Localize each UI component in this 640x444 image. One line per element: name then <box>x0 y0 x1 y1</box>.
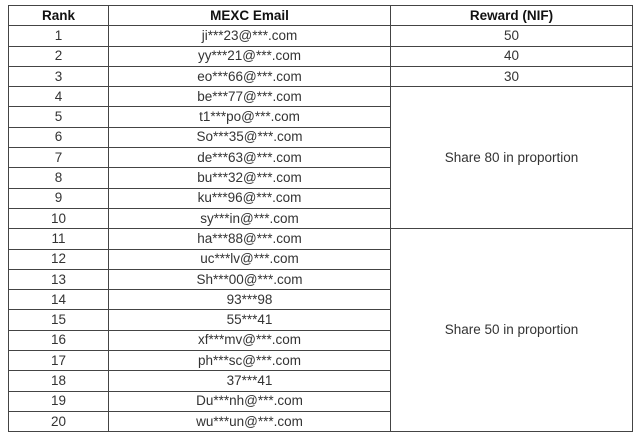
reward-table-container <box>8 5 632 432</box>
rank-cell: 8 <box>9 168 109 188</box>
email-cell: So***35@***.com <box>109 127 391 147</box>
table-row <box>9 26 633 46</box>
reward-cell: 30 <box>391 66 633 86</box>
rank-cell: 10 <box>9 208 109 228</box>
email-cell: de***63@***.com <box>109 148 391 168</box>
rank-cell: 7 <box>9 148 109 168</box>
email-cell: xf***mv@***.com <box>109 330 391 350</box>
rank-cell: 20 <box>9 411 109 431</box>
email-cell: 55***41 <box>109 310 391 330</box>
rank-cell: 12 <box>9 249 109 269</box>
rank-cell: 18 <box>9 371 109 391</box>
rank-cell: 3 <box>9 66 109 86</box>
rank-cell: 16 <box>9 330 109 350</box>
email-cell: be***77@***.com <box>109 87 391 107</box>
rank-cell: 17 <box>9 351 109 371</box>
rank-cell: 13 <box>9 269 109 289</box>
email-cell: Du***nh@***.com <box>109 391 391 411</box>
email-cell: ph***sc@***.com <box>109 351 391 371</box>
email-header: MEXC Email <box>109 6 391 26</box>
reward-table <box>8 5 633 432</box>
email-cell: ha***88@***.com <box>109 229 391 249</box>
rank-cell: 14 <box>9 290 109 310</box>
rank-cell: 9 <box>9 188 109 208</box>
rank-cell: 15 <box>9 310 109 330</box>
table-row <box>9 229 633 249</box>
email-cell: ku***96@***.com <box>109 188 391 208</box>
reward-cell: 40 <box>391 46 633 66</box>
rank-cell: 11 <box>9 229 109 249</box>
email-cell: yy***21@***.com <box>109 46 391 66</box>
email-cell: wu***un@***.com <box>109 411 391 431</box>
rank-cell: 19 <box>9 391 109 411</box>
table-row <box>9 46 633 66</box>
rank-cell: 1 <box>9 26 109 46</box>
reward-header: Reward (NIF) <box>391 6 633 26</box>
rank-cell: 2 <box>9 46 109 66</box>
rank-cell: 6 <box>9 127 109 147</box>
email-cell: eo***66@***.com <box>109 66 391 86</box>
email-cell: 93***98 <box>109 290 391 310</box>
rank-header: Rank <box>9 6 109 26</box>
rank-cell: 5 <box>9 107 109 127</box>
reward-cell: 50 <box>391 26 633 46</box>
group-reward-cell-4-10: Share 80 in proportion <box>391 87 633 229</box>
email-cell: uc***lv@***.com <box>109 249 391 269</box>
table-row <box>9 87 633 107</box>
email-cell: sy***in@***.com <box>109 208 391 228</box>
email-cell: bu***32@***.com <box>109 168 391 188</box>
group-reward-cell-11-20: Share 50 in proportion <box>391 229 633 432</box>
email-cell: ji***23@***.com <box>109 26 391 46</box>
email-cell: t1***po@***.com <box>109 107 391 127</box>
email-cell: Sh***00@***.com <box>109 269 391 289</box>
email-cell: 37***41 <box>109 371 391 391</box>
rank-cell: 4 <box>9 87 109 107</box>
header-row <box>9 6 633 26</box>
table-row <box>9 66 633 86</box>
